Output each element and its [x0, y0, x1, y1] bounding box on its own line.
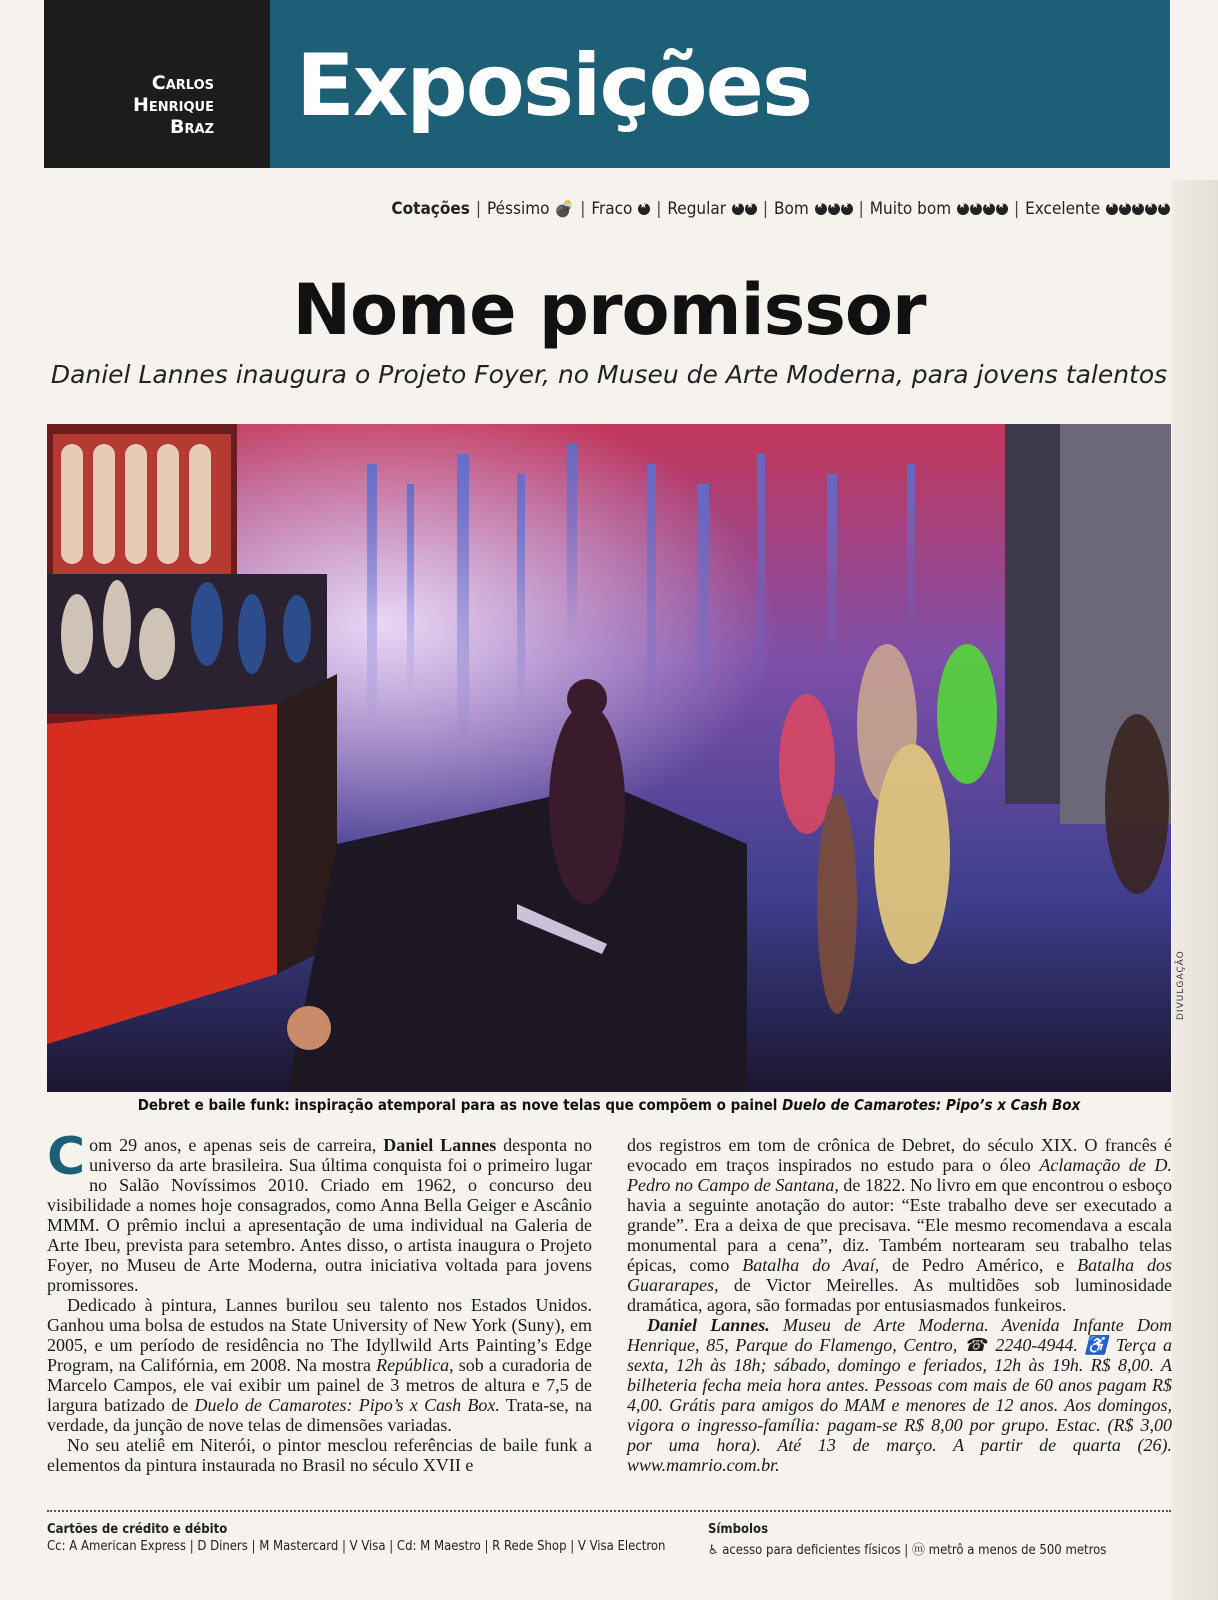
rating-fraco: Fraco	[591, 199, 633, 219]
caption-title: Duelo de Camarotes: Pipo’s x Cash Box	[782, 1096, 1081, 1114]
caption-text: Debret e baile funk: inspiração atemporal para as nove telas que compõem o painel	[137, 1096, 783, 1114]
symbols-legend	[708, 1522, 1106, 1558]
body-text: dos registros em tom de crônica de Debret, do século XIX. O francês é evocado em traços inspirados no estudo para o óleo	[627, 1135, 1172, 1175]
work-title: Aclamação de D. Pedro no Campo de Santana,	[627, 1155, 1172, 1195]
info-text: Museu de Arte Moderna. Avenida Infante Dom Henrique, 85, Parque do Flamengo, Centro, ☎ 2240-4944. ♿ Terça a sexta, 12h às 18h; sábado, domingo e feriados, 12h às 19h. R$ 8,00. A bilheteria fecha meia hora antes. Pessoas com mais de 60 anos pagam R$ 4,00. Grátis para amigos do MAM e menores de 12 anos. Aos domingos, vigora o ingresso-família: pagam-se R$ 8,00 por grupo. Estac. (R$ 3,00 por uma hora). Até 13 de março. A partir de quarta (26). www.mamrio.com.br.	[627, 1315, 1172, 1475]
article-dek: Daniel Lannes inaugura o Projeto Foyer, no Museu de Arte Moderna, para jovens talentos	[50, 360, 1168, 389]
symbols-title: Símbolos	[708, 1522, 769, 1537]
body-text: Dedicado à pintura, Lannes burilou seu talento nos Estados Unidos. Ganhou uma bolsa de estudos na State University of New York (Suny), em 2005, e um período de residência no The Idyllwild Arts Painting’s Edge Program, na Califórnia, em 2008. Na mostra	[47, 1295, 592, 1375]
body-text: om 29 anos, e apenas seis de carreira,	[89, 1135, 384, 1155]
star-icon	[957, 203, 969, 215]
star-icon	[1145, 203, 1157, 215]
photo-caption	[0, 1096, 1218, 1114]
body-text: de Victor Meirelles. As multidões sob luminosidade dramática, agora, são formadas por entusiasmados funkeiros.	[627, 1275, 1172, 1315]
work-title: Duelo de Camarotes: Pipo’s x Cash Box.	[194, 1395, 500, 1415]
rating-excelente: Excelente	[1025, 199, 1101, 219]
byline-line: Carlos	[151, 72, 214, 94]
star-icon	[1119, 203, 1131, 215]
bomb-icon: 💣	[554, 199, 575, 218]
author-byline	[44, 72, 214, 138]
star-icon	[828, 203, 840, 215]
star-icon	[970, 203, 982, 215]
body-text: Trata-se, na verdade, da junção de nove telas de dimensões variadas.	[47, 1395, 593, 1435]
body-text: sob a curadoria de Marcelo Campos, ele vai exibir um painel de 3 metros de altura e 7,5 de largura batizado de	[47, 1355, 592, 1415]
star-icon	[1132, 203, 1144, 215]
rating-regular: Regular	[667, 199, 727, 219]
painting-photo	[47, 424, 1171, 1092]
rating-pessimo: Péssimo	[487, 199, 550, 219]
artist-name: Daniel Lannes	[383, 1135, 497, 1155]
ratings-legend: Cotações | Péssimo 💣 | Fraco ★ | Regular ★★ | Bom ★★★ | Muito bom ★★★★ | Excelente ★★★★★	[391, 199, 1170, 219]
article-column-2	[627, 1135, 1172, 1475]
byline-line: Braz	[170, 116, 214, 138]
cards-text: Cc: A American Express | D Diners | M Mastercard | V Visa | Cd: M Maestro | R Rede Shop | V Visa Electron	[47, 1539, 666, 1554]
symbols-text: ♿ acesso para deficientes físicos | ⓜ metrô a menos de 500 metros	[708, 1543, 1107, 1558]
star-icon	[983, 203, 995, 215]
star-icon	[638, 203, 650, 215]
rating-muito-bom: Muito bom	[869, 199, 952, 219]
drop-cap: C	[47, 1127, 86, 1187]
body-text: desponta no universo da arte brasileira. Sua última conquista foi o primeiro lugar no Salão Novíssimos 2010. Criado em 1962, o concurso deu visibilidade a nomes hoje consagrados, como Anna Bella Geiger e Ascânio MMM. O prêmio inclui a apresentação de uma individual na Galeria de Arte Ibeu, prevista para setembro. Antes disso, o artista inaugura o Projeto Foyer, no Museu de Arte Moderna, outra iniciativa voltada para jovens promissores.	[47, 1135, 593, 1295]
cards-legend	[47, 1522, 665, 1554]
star-icon	[732, 203, 744, 215]
section-header	[44, 0, 1170, 168]
star-icon	[1106, 203, 1118, 215]
photo-credit: DIVULGAÇÃO	[1176, 950, 1186, 1020]
body-text: de Pedro Américo, e	[879, 1255, 1078, 1275]
info-name: Daniel Lannes.	[647, 1315, 770, 1335]
star-icon	[1158, 203, 1170, 215]
rating-bom: Bom	[774, 199, 809, 219]
work-title: Batalha dos Guararapes,	[627, 1255, 1173, 1295]
cards-title: Cartões de crédito e débito	[47, 1522, 228, 1537]
article-headline: Nome promissor	[292, 269, 926, 351]
footer-divider	[47, 1510, 1171, 1512]
article-column-1	[47, 1127, 593, 1475]
ratings-label: Cotações	[391, 199, 470, 219]
byline-line: Henrique	[133, 94, 214, 116]
body-text: No seu ateliê em Niterói, o pintor mesclou referências de baile funk a elementos da pintura instaurada no Brasil no século XVII e	[47, 1435, 592, 1475]
star-icon	[815, 203, 827, 215]
section-title: Exposições	[296, 36, 812, 136]
star-icon	[996, 203, 1008, 215]
exhibition-info	[627, 1315, 1172, 1475]
work-title: Batalha do Avaí,	[742, 1255, 880, 1275]
adjacent-page-shade	[1172, 180, 1218, 1600]
body-text: de 1822. No livro em que encontrou o esboço havia a seguinte anotação do autor: “Este trabalho deve ser executado a grande”. Era a deixa de que precisava. “Ele mesmo recomendava a escala monumental para a cena”, diz. Também nortearam seu trabalho telas épicas, como	[627, 1175, 1173, 1275]
star-icon	[745, 203, 757, 215]
show-title: República,	[376, 1355, 454, 1375]
star-icon	[841, 203, 853, 215]
